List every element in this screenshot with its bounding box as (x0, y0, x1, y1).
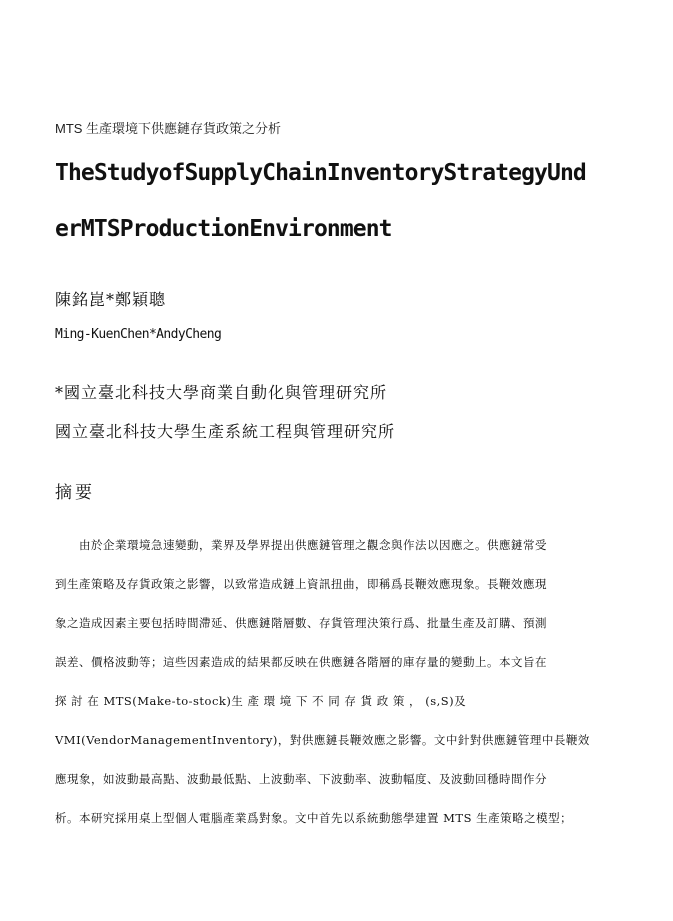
authors-english: Ming-KuenChen*AndyCheng (55, 327, 222, 342)
abstract-line: 到生產策略及存貨政策之影響，以致常造成鏈上資訊扭曲，即稱爲長鞭效應現象。長鞭效應現 (55, 577, 547, 591)
running-head: MTS 生產環境下供應鏈存貨政策之分析 (55, 121, 282, 136)
authors-chinese: 陳銘崑*鄭穎聰 (55, 290, 167, 309)
abstract-body (55, 530, 621, 842)
abstract-line: 誤差、價格波動等；這些因素造成的結果都反映在供應鏈各階層的庫存量的變動上。本文旨在 (55, 655, 547, 669)
abstract-line: 應現象，如波動最高點、波動最低點、上波動率、下波動率、波動幅度、及波動回穩時間作分 (55, 772, 547, 786)
english-title-line-1: TheStudyofSupplyChainInventoryStrategyUnd (55, 160, 586, 186)
abstract-line: 象之造成因素主要包括時間滯延、供應鏈階層數、存貨管理決策行爲、批量生產及訂購、預測 (55, 616, 547, 630)
affiliation-2: 國立臺北科技大學生產系統工程與管理研究所 (55, 422, 396, 441)
affiliation-1: *國立臺北科技大學商業自動化與管理研究所 (55, 383, 388, 402)
abstract-line: 析。本研究採用桌上型個人電腦產業爲對象。文中首先以系統動態學建置 MTS 生產策略之模型； (55, 811, 573, 825)
abstract-line: VMI(VendorManagementInventory)，對供應鏈長鞭效應之影響。文中針對供應鏈管理中長鞭效 (55, 733, 590, 747)
abstract-heading: 摘要 (55, 483, 95, 503)
abstract-line: 探 討 在 MTS(Make-to-stock)生 產 環 境 下 不 同 存 貨 政 策 ， (s,S)及 (55, 694, 467, 708)
english-title-line-2: erMTSProductionEnvironment (55, 216, 392, 242)
abstract-line: 由於企業環境急速變動，業界及學界提出供應鏈管理之觀念與作法以因應之。供應鏈常受 (79, 538, 547, 552)
